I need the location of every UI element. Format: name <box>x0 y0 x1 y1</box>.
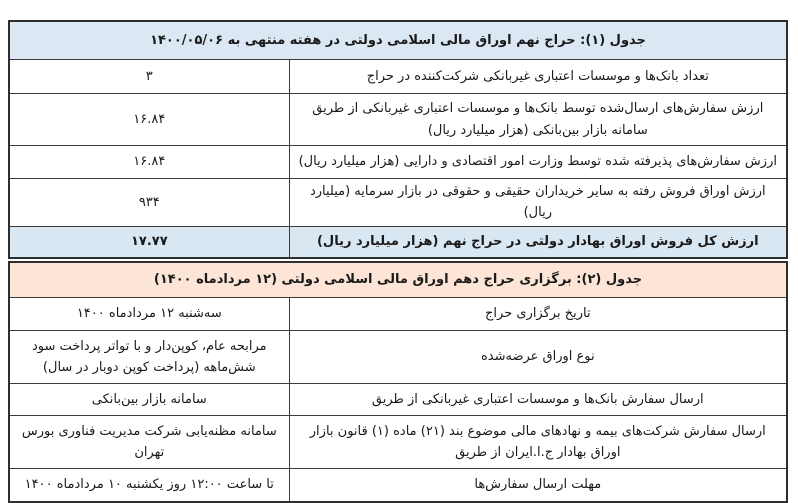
row-value: ۱۷.۷۷ <box>9 226 289 258</box>
row-label: ارسال سفارش شرکت‌های بیمه و نهادهای مالی موضوع بند (۲۱) ماده (۱) قانون بازار اوراق بهادار ج.ا.ایران از طریق <box>289 416 787 469</box>
row-label: تعداد بانک‌ها و موسسات اعتباری غیربانکی شرکت‌کننده در حراج <box>289 60 787 94</box>
row-value: مرابحه عام، کوپن‌دار و با تواتر پرداخت سود شش‌ماهه (پرداخت کوپن دوبار در سال) <box>9 331 289 384</box>
row-label: نوع اوراق عرضه‌شده <box>289 331 787 384</box>
row-label: ارزش کل فروش اوراق بهادار دولتی در حراج نهم (هزار میلیارد ریال) <box>289 226 787 258</box>
row-label: ارزش سفارش‌های پذیرفته شده توسط وزارت امور اقتصادی و دارایی (هزار میلیارد ریال) <box>289 146 787 179</box>
row-value: سامانه بازار بین‌بانکی <box>9 384 289 416</box>
row-value: ۳ <box>9 60 289 94</box>
table-row <box>9 179 787 227</box>
table-header-row <box>9 262 787 298</box>
row-value: سه‌شنبه ۱۲ مردادماه ۱۴۰۰ <box>9 298 289 331</box>
row-label: ارسال سفارش بانک‌ها و موسسات اعتباری غیربانکی از طریق <box>289 384 787 416</box>
row-label: تاریخ برگزاری حراج <box>289 298 787 331</box>
row-label: ارزش سفارش‌های ارسال‌شده توسط بانک‌ها و موسسات اعتباری غیربانکی از طریق سامانه بازار بین‌بانکی (هزار میلیارد ریال) <box>289 94 787 146</box>
table-row <box>9 331 787 384</box>
table-header-row <box>9 21 787 60</box>
table1-title: جدول (۱): حراج نهم اوراق مالی اسلامی دولتی در هفته منتهی به ۱۴۰۰/۰۵/۰۶ <box>9 21 787 60</box>
table-row <box>9 469 787 503</box>
table-row <box>9 94 787 146</box>
table-row <box>9 416 787 469</box>
table2-title: جدول (۲): برگزاری حراج دهم اوراق مالی اسلامی دولتی (۱۲ مردادماه ۱۴۰۰) <box>9 262 787 298</box>
table-row <box>9 146 787 179</box>
table-row <box>9 384 787 416</box>
auction-nine-results-table <box>8 20 788 259</box>
table-row <box>9 60 787 94</box>
row-label: مهلت ارسال سفارش‌ها <box>289 469 787 503</box>
row-value: ۱۶.۸۴ <box>9 94 289 146</box>
table-row <box>9 298 787 331</box>
row-value: ۱۶.۸۴ <box>9 146 289 179</box>
auction-ten-announcement-table <box>8 261 788 503</box>
row-value: سامانه مظنه‌یابی شرکت مدیریت فناوری بورس تهران <box>9 416 289 469</box>
row-value: ۹۳۴ <box>9 179 289 227</box>
row-label: ارزش اوراق فروش رفته به سایر خریداران حقیقی و حقوقی در بازار سرمایه (میلیارد ریال) <box>289 179 787 227</box>
row-value: تا ساعت ۱۲:۰۰ روز یکشنبه ۱۰ مردادماه ۱۴۰۰ <box>9 469 289 503</box>
table-total-row <box>9 226 787 258</box>
